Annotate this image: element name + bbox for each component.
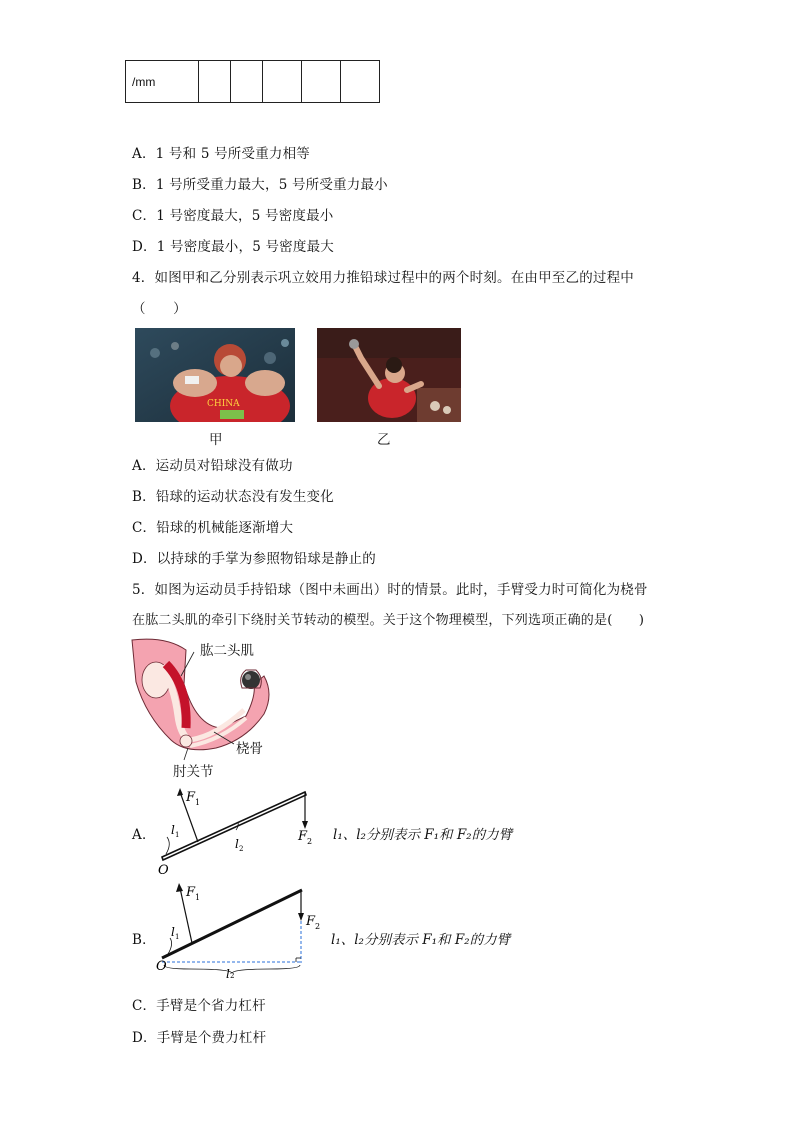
label-o: O	[158, 863, 169, 877]
photo-label-jia: 甲	[209, 432, 223, 448]
jersey-text: CHINA	[207, 399, 240, 409]
q4-option-d: D．以持球的手掌为参照物铅球是静止的	[132, 551, 376, 567]
q5-option-d: D．手臂是个费力杠杆	[132, 1030, 267, 1046]
label-f1-sub: 1	[195, 798, 201, 807]
label-l1: l	[171, 925, 175, 939]
label-elbow-joint: 肘关节	[173, 764, 214, 780]
q3-option-c: C．1 号密度最大，5 号密度最小	[132, 208, 334, 224]
label-l2: l	[235, 837, 239, 851]
label-l1: l	[171, 823, 175, 837]
q4-option-c: C．铅球的机械能逐渐增大	[132, 520, 294, 536]
label-l1-sub: 1	[175, 831, 180, 839]
photo-jia	[135, 328, 295, 422]
q4-answer-paren: （ ）	[132, 301, 187, 317]
photo-yi	[317, 328, 461, 422]
label-f1: F	[186, 790, 196, 805]
table-row-label: /mm	[126, 61, 199, 103]
q5-option-b-letter: B．	[132, 932, 156, 948]
table-cell	[199, 61, 231, 103]
q3-option-a: A．1 号和 5 号所受重力相等	[132, 146, 311, 162]
table-cell	[231, 61, 263, 103]
q4-stem: 4．如图甲和乙分别表示巩立姣用力推铅球过程中的两个时刻。在由甲至乙的过程中	[132, 270, 634, 286]
label-f1-sub: 1	[195, 893, 201, 902]
label-f1: F	[186, 885, 196, 900]
lever-diagram-b	[150, 878, 330, 978]
q3-option-b: B．1 号所受重力最大，5 号所受重力最小	[132, 177, 388, 193]
table-cell	[263, 61, 302, 103]
q4-option-a: A．运动员对铅球没有做功	[132, 458, 293, 474]
label-f2-sub: 2	[315, 922, 321, 931]
q5-option-b-note: l₁、l₂分别表示 F₁和 F₂的力臂	[331, 932, 511, 948]
label-f2-sub: 2	[307, 837, 313, 846]
label-l2: l	[226, 967, 230, 978]
label-l1-sub: 1	[175, 933, 180, 941]
label-o: O	[156, 959, 167, 974]
table-cell	[302, 61, 341, 103]
q5-option-a-note: l₁、l₂分别表示 F₁和 F₂的力臂	[333, 827, 513, 843]
q5-option-a-letter: A．	[132, 827, 156, 843]
label-f2: F	[298, 829, 308, 844]
photo-label-yi: 乙	[377, 432, 391, 448]
q4-option-b: B．铅球的运动状态没有发生变化	[132, 489, 334, 505]
data-table	[125, 60, 380, 103]
q5-stem-line2: 在肱二头肌的牵引下绕肘关节转动的模型。关于这个物理模型，下列选项正确的是( )	[132, 613, 645, 628]
q3-option-d: D．1 号密度最小，5 号密度最大	[132, 239, 334, 255]
label-biceps: 肱二头肌	[200, 643, 254, 659]
label-l2-sub: 2	[239, 845, 244, 853]
label-radius: 桡骨	[236, 741, 263, 757]
label-f2: F	[306, 914, 316, 929]
lever-diagram-a	[150, 782, 330, 877]
table-cell	[341, 61, 380, 103]
table-row	[126, 61, 380, 103]
q5-stem-line1: 5．如图为运动员手持铅球（图中未画出）时的情景。此时，手臂受力时可简化为桡骨	[132, 582, 648, 598]
label-l2-sub: 2	[230, 972, 235, 978]
q5-option-c: C．手臂是个省力杠杆	[132, 998, 266, 1014]
